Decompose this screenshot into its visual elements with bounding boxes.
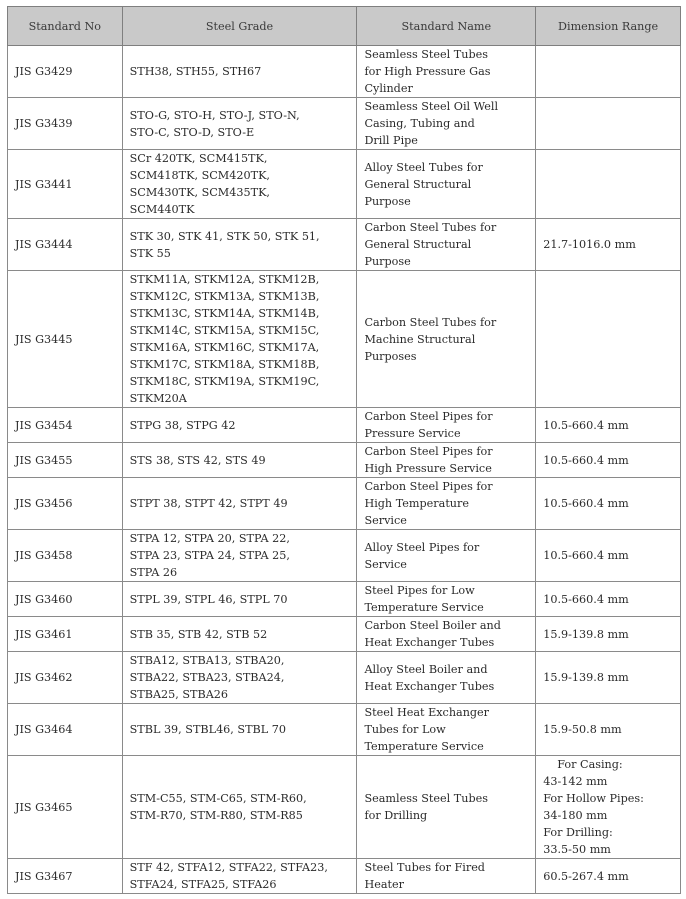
steel-grade-cell-line: STKM20A (129, 392, 187, 405)
header-steel-grade: Steel Grade (122, 7, 357, 46)
standard-name-cell-line: Carbon Steel Pipes for (364, 445, 493, 458)
standard-name-cell-line: Purposes (364, 349, 417, 363)
dimension-range-cell-line: 21.7-1016.0 mm (543, 238, 636, 251)
standard-name-cell-line: Alloy Steel Tubes for (364, 160, 483, 174)
steel-grade-cell (122, 530, 357, 582)
dimension-range-cell (536, 617, 681, 652)
table-row (8, 617, 681, 652)
dimension-range-cell (536, 756, 681, 859)
steel-grade-cell-line: STKM11A, STKM12A, STKM12B, (129, 273, 320, 286)
dimension-range-cell-line: For Casing: (557, 758, 623, 771)
steel-grade-cell-line: STB 35, STB 42, STB 52 (129, 627, 268, 641)
steel-grade-cell-line: STH38, STH55, STH67 (129, 65, 262, 78)
standard-name-cell-line: Steel Tubes for Fired (364, 861, 485, 874)
standard-name-cell (357, 150, 536, 219)
steel-grade-cell-line: STPA 23, STPA 24, STPA 25, (129, 549, 290, 562)
standard-name-cell (357, 859, 536, 894)
table-row (8, 150, 681, 219)
standard-name-cell-line: High Pressure Service (364, 462, 492, 475)
steel-grade-cell-line: STKM12C, STKM13A, STKM13B, (129, 290, 320, 303)
standard-no-cell: JIS G3454 (8, 408, 123, 443)
steel-grade-cell-line: STBL 39, STBL46, STBL 70 (129, 723, 286, 736)
dimension-range-cell-line: For Drilling: (543, 826, 613, 839)
standard-name-cell (357, 478, 536, 530)
table-row (8, 652, 681, 704)
standard-name-cell-line: Steel Heat Exchanger (364, 706, 490, 719)
table-row (8, 478, 681, 530)
steel-grade-cell (122, 582, 357, 617)
table-row (8, 271, 681, 408)
steel-grade-cell (122, 408, 357, 443)
standard-no-cell: JIS G3455 (8, 443, 123, 478)
standard-name-cell-line: Seamless Steel Oil Well (364, 100, 499, 113)
standard-name-cell-line: Purpose (364, 194, 411, 208)
table-row (8, 756, 681, 859)
standard-name-cell (357, 652, 536, 704)
header-standard-no: Standard No (8, 7, 123, 46)
standard-name-cell (357, 271, 536, 408)
standard-name-cell-line: Temperature Service (364, 740, 484, 753)
dimension-range-cell (536, 150, 681, 219)
standard-name-cell-line: Pressure Service (364, 427, 461, 440)
steel-grade-cell-line: STM-R70, STM-R80, STM-R85 (129, 809, 303, 822)
standard-name-cell-line: for Drilling (364, 809, 428, 822)
steel-grade-cell (122, 478, 357, 530)
steel-grade-cell (122, 652, 357, 704)
steel-grade-cell-line: STKM17C, STKM18A, STKM18B, (129, 358, 320, 371)
dimension-range-cell (536, 271, 681, 408)
steel-grade-cell (122, 98, 357, 150)
standard-name-cell-line: Purpose (364, 255, 411, 268)
standard-no-cell: JIS G3467 (8, 859, 123, 894)
dimension-range-cell-line: 15.9-139.8 mm (543, 627, 629, 641)
standard-name-cell-line: Seamless Steel Tubes (364, 792, 488, 805)
steel-grade-cell-line: STKM18C, STKM19A, STKM19C, (129, 375, 320, 388)
standard-name-cell-line: General Structural (364, 238, 472, 251)
standard-name-cell-line: Drill Pipe (364, 134, 418, 147)
dimension-range-cell (536, 478, 681, 530)
dimension-range-cell (536, 704, 681, 756)
steel-grade-cell-line: STFA24, STFA25, STFA26 (129, 878, 277, 891)
steel-grade-cell (122, 46, 357, 98)
table-row (8, 859, 681, 894)
standard-no-cell: JIS G3429 (8, 46, 123, 98)
dimension-range-cell (536, 652, 681, 704)
dimension-range-cell (536, 219, 681, 271)
standard-no-cell: JIS G3465 (8, 756, 123, 859)
standard-name-cell-line: Steel Pipes for Low (364, 584, 475, 597)
dimension-range-cell (536, 46, 681, 98)
dimension-range-cell (536, 530, 681, 582)
steel-grade-cell-line: STKM14C, STKM15A, STKM15C, (129, 324, 320, 337)
dimension-range-cell-line: 33.5-50 mm (543, 843, 611, 856)
standard-name-cell-line: Cylinder (364, 82, 413, 95)
steel-grade-cell (122, 859, 357, 894)
dimension-range-cell-line: 10.5-660.4 mm (543, 453, 629, 467)
steel-grade-cell-line: STBA12, STBA13, STBA20, (129, 654, 285, 667)
dimension-range-cell-line: 34-180 mm (543, 809, 608, 822)
steel-grade-cell (122, 219, 357, 271)
dimension-range-cell (536, 859, 681, 894)
dimension-range-cell-line: 10.5-660.4 mm (543, 592, 629, 606)
standard-name-cell-line: Seamless Steel Tubes (364, 48, 488, 61)
dimension-range-cell (536, 443, 681, 478)
steel-grade-cell-line: STPL 39, STPL 46, STPL 70 (129, 592, 288, 606)
standard-no-cell: JIS G3456 (8, 478, 123, 530)
steel-grade-cell (122, 617, 357, 652)
standard-name-cell-line: Carbon Steel Pipes for (364, 480, 493, 493)
dimension-range-cell-line: 10.5-660.4 mm (543, 549, 629, 562)
standard-no-cell: JIS G3460 (8, 582, 123, 617)
standard-name-cell (357, 582, 536, 617)
standard-name-cell-line: Carbon Steel Tubes for (364, 315, 497, 329)
steel-grade-cell-line: STK 30, STK 41, STK 50, STK 51, (129, 229, 320, 243)
dimension-range-cell-line: 15.9-139.8 mm (543, 671, 629, 684)
standard-name-cell-line: Alloy Steel Boiler and (364, 662, 488, 676)
standard-name-cell-line: Machine Structural (364, 332, 476, 346)
standard-no-cell: JIS G3439 (8, 98, 123, 150)
standard-name-cell (357, 408, 536, 443)
steel-grade-cell-line: STK 55 (129, 246, 171, 260)
table-row (8, 704, 681, 756)
standard-name-cell-line: Casing, Tubing and (364, 117, 475, 130)
steel-grade-cell (122, 271, 357, 408)
steel-grade-cell (122, 150, 357, 219)
standard-name-cell-line: Carbon Steel Pipes for (364, 410, 493, 423)
table-row (8, 408, 681, 443)
steel-grade-cell-line: STO-G, STO-H, STO-J, STO-N, (129, 108, 300, 122)
standard-no-cell: JIS G3462 (8, 652, 123, 704)
standard-name-cell-line: Temperature Service (364, 601, 484, 614)
steel-grade-cell-line: SCM418TK, SCM420TK, (129, 169, 270, 182)
steel-grade-cell (122, 443, 357, 478)
dimension-range-cell (536, 408, 681, 443)
standard-name-cell-line: Carbon Steel Boiler and (364, 619, 501, 632)
standard-name-cell (357, 443, 536, 478)
standard-name-cell (357, 46, 536, 98)
steel-grade-cell-line: STBA25, STBA26 (129, 688, 229, 701)
steel-grade-cell-line: STO-C, STO-D, STO-E (129, 125, 255, 139)
dimension-range-cell-line: 10.5-660.4 mm (543, 418, 629, 432)
standard-name-cell-line: Heat Exchanger Tubes (364, 679, 495, 693)
header-row (8, 7, 681, 46)
dimension-range-cell-line: 60.5-267.4 mm (543, 869, 629, 883)
steel-grade-cell-line: SCr 420TK, SCM415TK, (129, 152, 268, 165)
steel-grade-cell-line: SCM440TK (129, 203, 195, 216)
standard-name-cell (357, 219, 536, 271)
steel-grade-cell-line: STF 42, STFA12, STFA22, STFA23, (129, 861, 328, 874)
steel-grade-cell-line: STKM13C, STKM14A, STKM14B, (129, 307, 320, 320)
steel-grade-cell-line: STM-C55, STM-C65, STM-R60, (129, 792, 307, 805)
standard-name-cell-line: General Structural (364, 177, 472, 191)
steel-grade-cell-line: STKM16A, STKM16C, STKM17A, (129, 341, 320, 354)
table-row (8, 530, 681, 582)
steel-grade-cell-line: STBA22, STBA23, STBA24, (129, 671, 285, 684)
steel-grade-cell-line: STPA 12, STPA 20, STPA 22, (129, 532, 290, 545)
standard-name-cell-line: Heat Exchanger Tubes (364, 636, 495, 649)
table-row (8, 443, 681, 478)
standard-name-cell (357, 704, 536, 756)
standard-name-cell-line: Service (364, 557, 407, 571)
standard-name-cell-line: Service (364, 514, 407, 527)
steel-grade-cell-line: STPA 26 (129, 566, 178, 579)
table-row (8, 46, 681, 98)
standard-name-cell-line: Alloy Steel Pipes for (364, 540, 480, 554)
header-dimension-range: Dimension Range (536, 7, 681, 46)
dimension-range-cell (536, 582, 681, 617)
table-row (8, 98, 681, 150)
steel-grade-cell-line: STPT 38, STPT 42, STPT 49 (129, 497, 288, 510)
standard-no-cell: JIS G3441 (8, 150, 123, 219)
standard-name-cell (357, 530, 536, 582)
standard-name-cell (357, 98, 536, 150)
standard-name-cell-line: for High Pressure Gas (364, 65, 491, 78)
standard-no-cell: JIS G3461 (8, 617, 123, 652)
dimension-range-cell-line: 43-142 mm (543, 775, 608, 788)
steel-grade-cell-line: STS 38, STS 42, STS 49 (129, 453, 266, 467)
steel-grade-cell (122, 704, 357, 756)
standard-name-cell-line: Tubes for Low (364, 723, 446, 736)
steel-grade-cell-line: SCM430TK, SCM435TK, (129, 186, 270, 199)
steel-grade-cell (122, 756, 357, 859)
steel-grade-cell-line: STPG 38, STPG 42 (129, 418, 236, 432)
dimension-range-cell-line: For Hollow Pipes: (543, 792, 644, 805)
standard-no-cell: JIS G3445 (8, 271, 123, 408)
standard-name-cell (357, 617, 536, 652)
table-row (8, 582, 681, 617)
table-row (8, 219, 681, 271)
dimension-range-cell-line: 10.5-660.4 mm (543, 497, 629, 510)
dimension-range-cell-line: 15.9-50.8 mm (543, 723, 622, 736)
standards-table (7, 6, 681, 894)
standard-no-cell: JIS G3458 (8, 530, 123, 582)
standard-no-cell: JIS G3444 (8, 219, 123, 271)
dimension-range-cell (536, 98, 681, 150)
standard-name-cell-line: Heater (364, 878, 404, 891)
standard-name-cell-line: Carbon Steel Tubes for (364, 221, 497, 234)
header-standard-name: Standard Name (357, 7, 536, 46)
standard-no-cell: JIS G3464 (8, 704, 123, 756)
standard-name-cell-line: High Temperature (364, 497, 469, 510)
standard-name-cell (357, 756, 536, 859)
